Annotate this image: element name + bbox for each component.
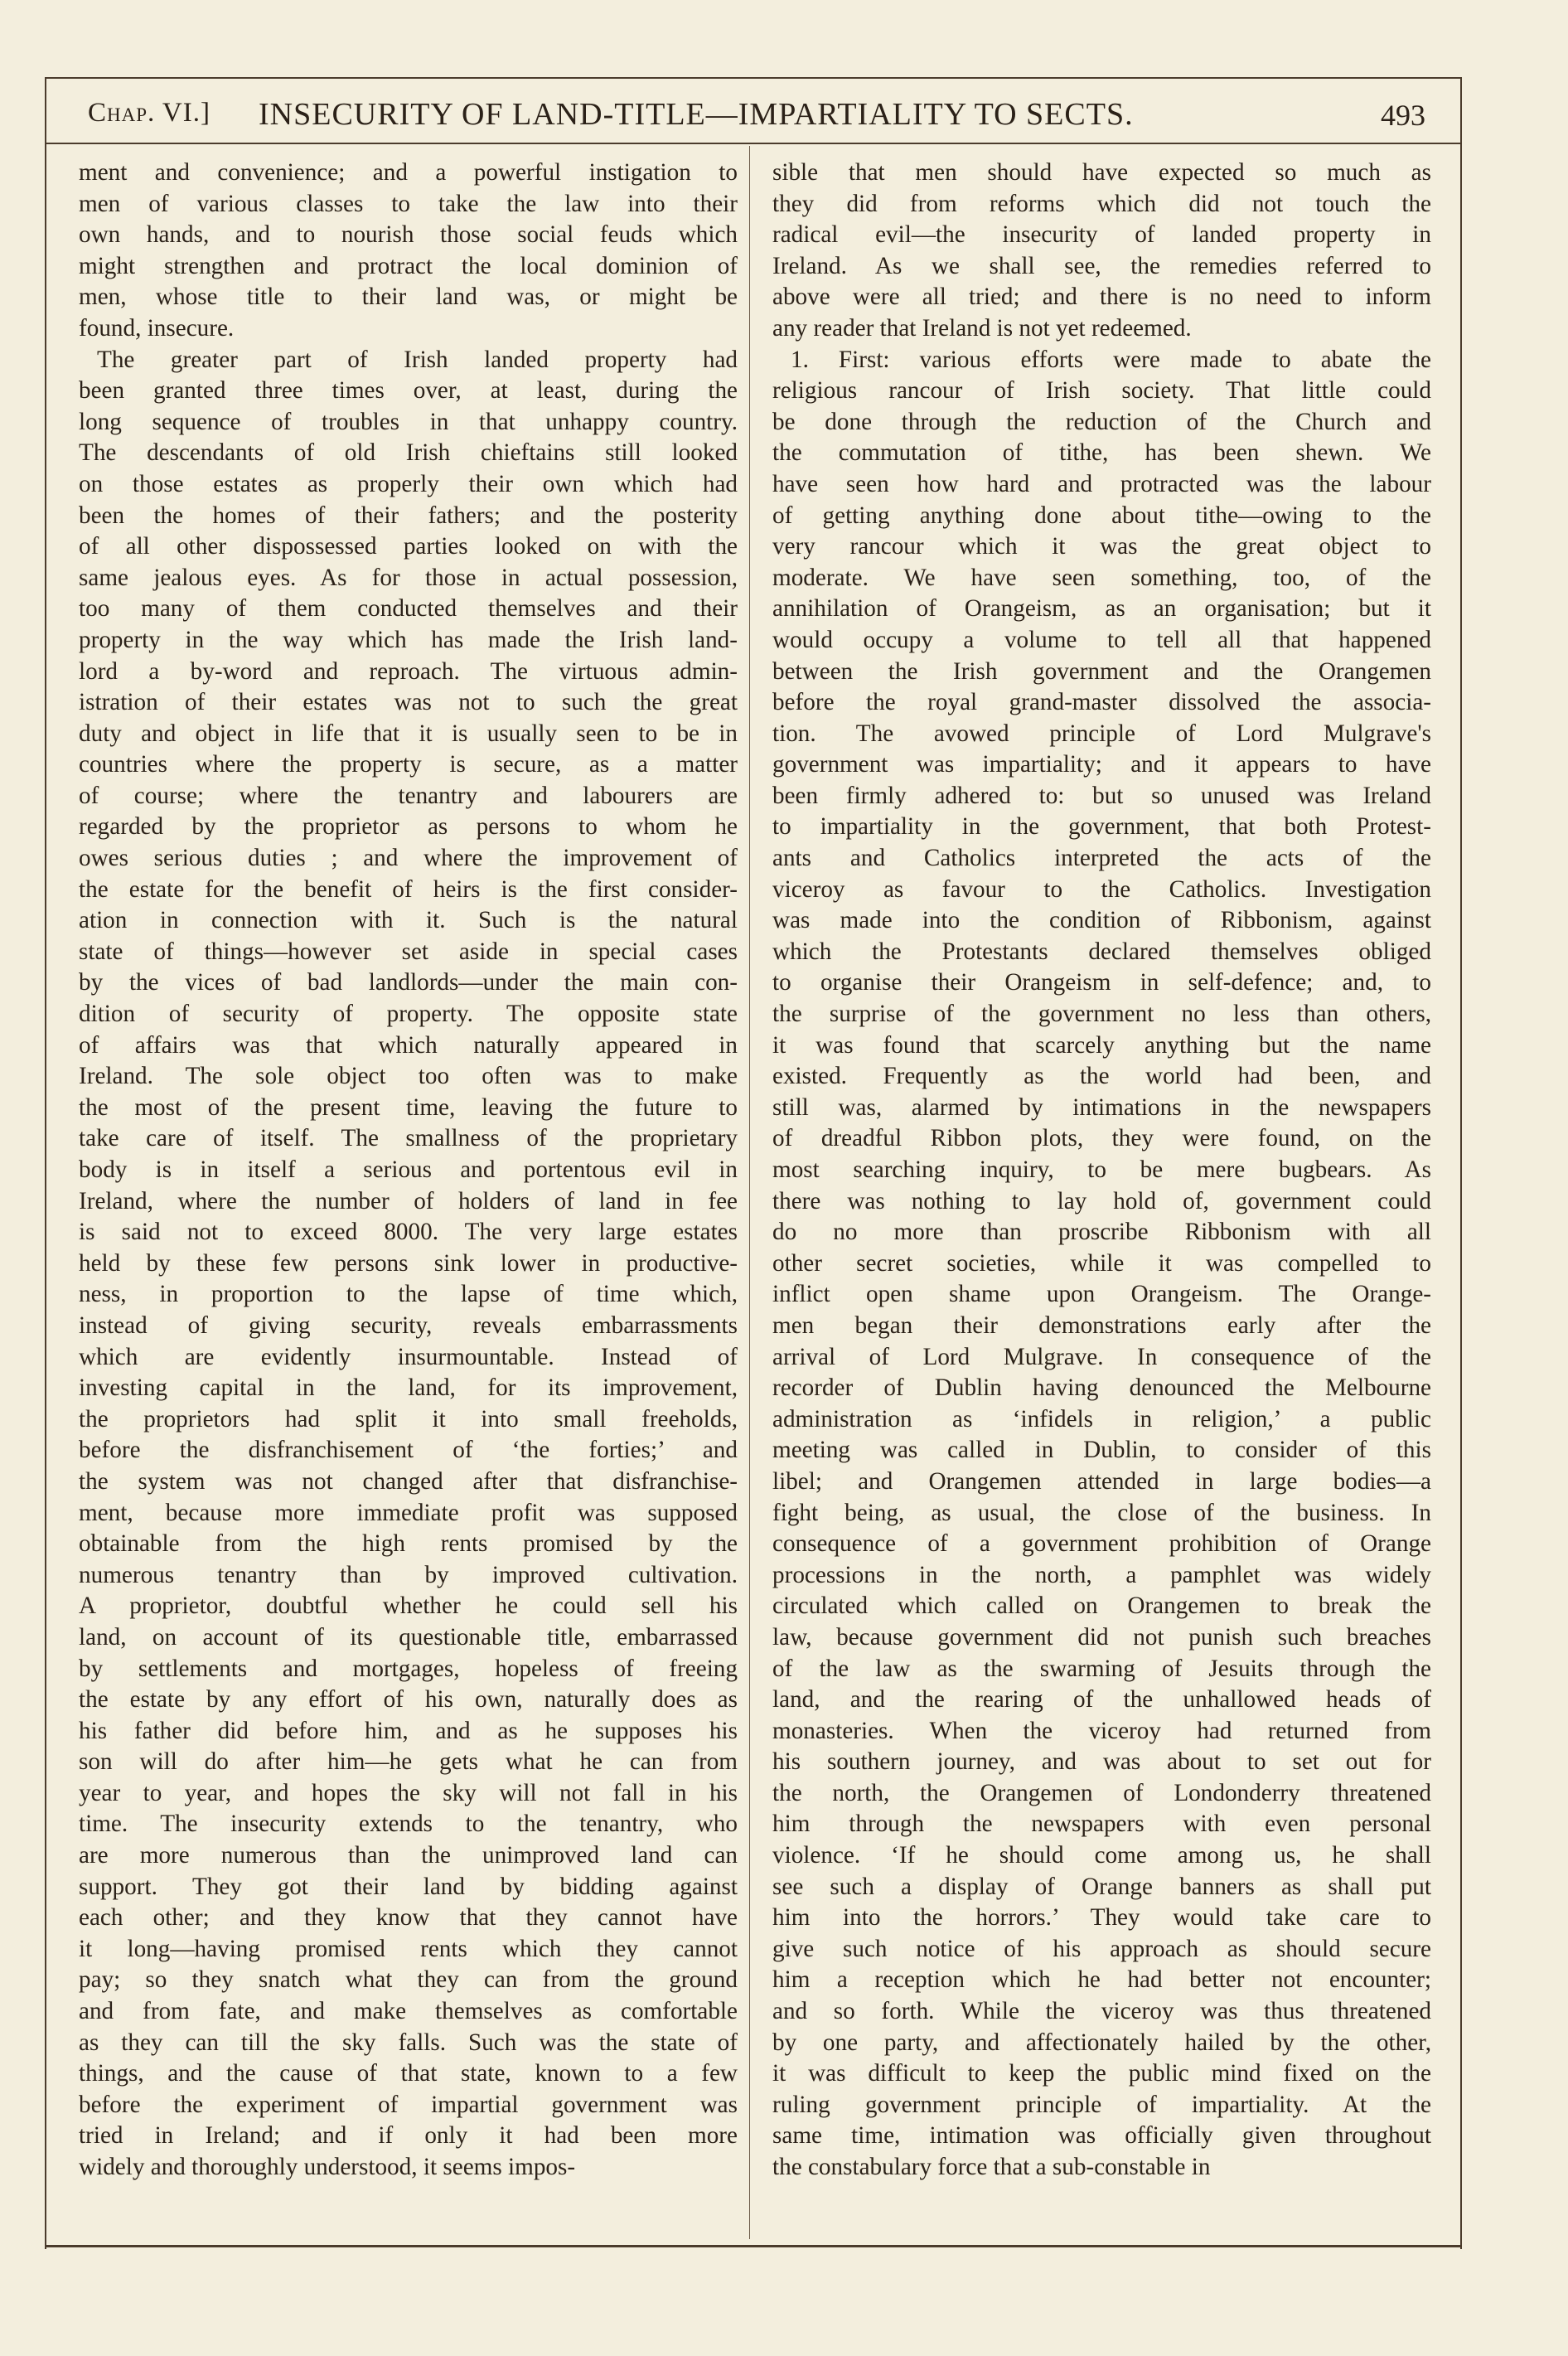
running-title: INSECURITY OF LAND-TITLE—IMPARTIALITY TO SECTS. xyxy=(259,97,1134,132)
text-line: law, because government did not punish such breaches xyxy=(772,1623,1431,1651)
text-line: same jealous eyes. As for those in actual possession, xyxy=(79,564,738,591)
text-line: 1. First: various efforts were made to abate the xyxy=(791,346,1431,373)
text-line: on those estates as properly their own which had xyxy=(79,470,738,497)
text-line: istration of their estates was not to such the great xyxy=(79,689,738,716)
text-line: to impartiality in the government, that both Protest- xyxy=(772,813,1431,841)
text-line: was made into the condition of Ribbonism, against xyxy=(772,907,1431,934)
text-line: men, whose title to their land was, or might be xyxy=(79,284,738,311)
header-rule xyxy=(45,143,1462,144)
running-header xyxy=(83,93,1425,139)
text-line: been granted three times over, at least, during the xyxy=(79,377,738,405)
text-line: state of things—however set aside in special cases xyxy=(79,938,738,965)
text-line: ness, in proportion to the lapse of time which, xyxy=(79,1281,738,1308)
text-line: the most of the present time, leaving the future to xyxy=(79,1093,738,1121)
text-line: same time, intimation was officially given throughout xyxy=(772,2122,1431,2150)
text-line: him a reception which he had better not encounter; xyxy=(772,1966,1431,1994)
text-line: him through the newspapers with even personal xyxy=(772,1811,1431,1838)
text-line: circulated which called on Orangemen to break the xyxy=(772,1592,1431,1620)
text-line: land, and the rearing of the unhallowed heads of xyxy=(772,1686,1431,1714)
text-line: libel; and Orangemen attended in large bodies—a xyxy=(772,1467,1431,1495)
text-line: viceroy as favour to the Catholics. Investigation xyxy=(772,875,1431,903)
text-line: too many of them conducted themselves and their xyxy=(79,595,738,623)
text-line: the estate for the benefit of heirs is the first consider- xyxy=(79,875,738,903)
text-line: countries where the property is secure, as a matter xyxy=(79,751,738,778)
text-line: take care of itself. The smallness of the proprietary xyxy=(79,1125,738,1152)
text-line: the surprise of the government no less than others, xyxy=(772,1001,1431,1028)
text-line: ation in connection with it. Such is the natural xyxy=(79,907,738,934)
text-line: most searching inquiry, to be mere bugbears. As xyxy=(772,1156,1431,1183)
chapter-label: Chap. VI.] xyxy=(88,98,211,128)
text-line: his father did before him, and as he supposes his xyxy=(79,1717,738,1744)
text-line: ruling government principle of impartiality. At the xyxy=(772,2091,1431,2118)
text-line: have seen how hard and protracted was the labour xyxy=(772,470,1431,497)
right-text-column xyxy=(772,158,1431,2184)
text-line: Ireland. The sole object too often was to make xyxy=(79,1063,738,1090)
text-line: held by these few persons sink lower in productive- xyxy=(79,1249,738,1277)
text-line: it long—having promised rents which they cannot xyxy=(79,1935,738,1962)
text-line: own hands, and to nourish those social feuds which xyxy=(79,221,738,249)
text-line: him into the horrors.’ They would take care to xyxy=(772,1904,1431,1932)
text-line: might strengthen and protract the local dominion of xyxy=(79,252,738,279)
text-line: of all other dispossessed parties looked on with the xyxy=(79,533,738,560)
text-line: the estate by any effort of his own, naturally does as xyxy=(79,1686,738,1714)
text-line: there was nothing to lay hold of, government could xyxy=(772,1187,1431,1214)
text-line: monasteries. When the viceroy had returned from xyxy=(772,1717,1431,1744)
right-border-rule xyxy=(1460,77,1462,2249)
text-line: between the Irish government and the Orangemen xyxy=(772,657,1431,685)
text-line: his southern journey, and was about to set out for xyxy=(772,1748,1431,1776)
text-line: of getting anything done about tithe—owing to the xyxy=(772,502,1431,529)
text-line: arrival of Lord Mulgrave. In consequence of the xyxy=(772,1343,1431,1370)
text-line: the system was not changed after that disfranchise- xyxy=(79,1467,738,1495)
text-line: which the Protestants declared themselves obliged xyxy=(772,938,1431,965)
text-line: before the experiment of impartial government was xyxy=(79,2091,738,2118)
text-line: dition of security of property. The opposite state xyxy=(79,1001,738,1028)
text-line: tried in Ireland; and if only it had been more xyxy=(79,2122,738,2150)
text-line: found, insecure. xyxy=(79,314,235,342)
text-line: the constabulary force that a sub-constable in xyxy=(772,2154,1211,2180)
text-line: of affairs was that which naturally appeared in xyxy=(79,1031,738,1059)
text-line: A proprietor, doubtful whether he could sell his xyxy=(79,1592,738,1620)
text-line: tion. The avowed principle of Lord Mulgrave's xyxy=(772,720,1431,747)
text-line: see such a display of Orange banners as shall put xyxy=(772,1873,1431,1900)
text-line: each other; and they know that they cannot have xyxy=(79,1904,738,1932)
bottom-border-rule xyxy=(45,2245,1462,2247)
text-line: ment, because more immediate profit was supposed xyxy=(79,1499,738,1526)
text-line: the north, the Orangemen of Londonderry threatened xyxy=(772,1779,1431,1806)
text-line: government was impartiality; and it appears to have xyxy=(772,751,1431,778)
text-line: Ireland, where the number of holders of land in fee xyxy=(79,1187,738,1214)
text-line: meeting was called in Dublin, to consider of this xyxy=(772,1437,1431,1464)
text-line: sible that men should have expected so much as xyxy=(772,159,1431,186)
text-line: time. The insecurity extends to the tenantry, who xyxy=(79,1811,738,1838)
text-line: obtainable from the high rents promised by the xyxy=(79,1530,738,1558)
text-line: before the royal grand-master dissolved the associa- xyxy=(772,689,1431,716)
text-line: year to year, and hopes the sky will not fall in his xyxy=(79,1779,738,1806)
text-line: inflict open shame upon Orangeism. The Orange- xyxy=(772,1281,1431,1308)
page-number: 493 xyxy=(1381,99,1425,132)
text-line: which are evidently insurmountable. Instead of xyxy=(79,1343,738,1370)
text-line: as they can till the sky falls. Such was the state of xyxy=(79,2029,738,2056)
text-line: Ireland. As we shall see, the remedies referred to xyxy=(772,252,1431,279)
text-line: very rancour which it was the great object to xyxy=(772,533,1431,560)
text-line: of the law as the swarming of Jesuits through the xyxy=(772,1655,1431,1682)
text-line: it was difficult to keep the public mind fixed on the xyxy=(772,2060,1431,2087)
text-line: pay; so they snatch what they can from the ground xyxy=(79,1966,738,1994)
left-border-rule xyxy=(45,77,46,2249)
left-text-column xyxy=(79,158,738,2184)
text-line: consequence of a government prohibition of Orange xyxy=(772,1530,1431,1558)
text-line: support. They got their land by bidding against xyxy=(79,1873,738,1900)
text-line: to organise their Orangeism in self-defence; and, to xyxy=(772,969,1431,996)
text-line: and from fate, and make themselves as comfortable xyxy=(79,1998,738,2025)
text-line: The greater part of Irish landed property had xyxy=(97,346,738,373)
text-line: any reader that Ireland is not yet redeemed. xyxy=(772,314,1192,342)
text-line: it was found that scarcely anything but the name xyxy=(772,1031,1431,1059)
text-line: processions in the north, a pamphlet was widely xyxy=(772,1561,1431,1588)
text-line: land, on account of its questionable title, embarrassed xyxy=(79,1623,738,1651)
text-line: things, and the cause of that state, known to a few xyxy=(79,2060,738,2087)
text-line: body is in itself a serious and portentous evil in xyxy=(79,1156,738,1183)
text-line: annihilation of Orangeism, as an organisation; but it xyxy=(772,595,1431,623)
text-line: religious rancour of Irish society. That little could xyxy=(772,377,1431,405)
text-line: ants and Catholics interpreted the acts of the xyxy=(772,845,1431,872)
top-border-rule xyxy=(45,77,1462,79)
text-line: the proprietors had split it into small freeholds, xyxy=(79,1405,738,1433)
text-line: radical evil—the insecurity of landed property in xyxy=(772,221,1431,249)
text-line: by the vices of bad landlords—under the main con- xyxy=(79,969,738,996)
text-line: son will do after him—he gets what he can from xyxy=(79,1748,738,1776)
text-line: by one party, and affectionately hailed by the other, xyxy=(772,2029,1431,2056)
text-line: recorder of Dublin having denounced the Melbourne xyxy=(772,1374,1431,1402)
text-line: existed. Frequently as the world had been, and xyxy=(772,1063,1431,1090)
text-line: before the disfranchisement of ‘the forties;’ and xyxy=(79,1437,738,1464)
text-line: violence. ‘If he should come among us, he shall xyxy=(772,1842,1431,1869)
text-line: The descendants of old Irish chieftains still looked xyxy=(79,439,738,467)
text-line: and so forth. While the viceroy was thus threatened xyxy=(772,1998,1431,2025)
text-line: administration as ‘infidels in religion,’ a public xyxy=(772,1405,1431,1433)
text-line: numerous tenantry than by improved cultivation. xyxy=(79,1561,738,1588)
text-line: of course; where the tenantry and labourers are xyxy=(79,782,738,809)
text-line: other secret societies, while it was compelled to xyxy=(772,1249,1431,1277)
text-line: fight being, as usual, the close of the business. In xyxy=(772,1499,1431,1526)
column-divider xyxy=(749,146,750,2239)
text-line: regarded by the proprietor as persons to whom he xyxy=(79,813,738,841)
text-line: property in the way which has made the Irish land- xyxy=(79,626,738,653)
text-line: investing capital in the land, for its improvement, xyxy=(79,1374,738,1402)
text-line: men began their demonstrations early after the xyxy=(772,1311,1431,1339)
text-line: long sequence of troubles in that unhappy country. xyxy=(79,408,738,435)
text-line: still was, alarmed by intimations in the newspapers xyxy=(772,1093,1431,1121)
text-line: men of various classes to take the law into their xyxy=(79,190,738,217)
text-line: lord a by-word and reproach. The virtuous admin- xyxy=(79,657,738,685)
text-line: are more numerous than the unimproved land can xyxy=(79,1842,738,1869)
text-line: moderate. We have seen something, too, of the xyxy=(772,564,1431,591)
text-line: been the homes of their fathers; and the posterity xyxy=(79,502,738,529)
text-line: owes serious duties ; and where the improvement of xyxy=(79,845,738,872)
text-line: they did from reforms which did not touch the xyxy=(772,190,1431,217)
text-line: widely and thoroughly understood, it seems impos- xyxy=(79,2154,576,2180)
text-line: instead of giving security, reveals embarrassments xyxy=(79,1311,738,1339)
text-line: of dreadful Ribbon plots, they were found, on the xyxy=(772,1125,1431,1152)
text-line: the commutation of tithe, has been shewn. We xyxy=(772,439,1431,467)
text-line: is said not to exceed 8000. The very large estates xyxy=(79,1219,738,1246)
text-line: duty and object in life that it is usually seen to be in xyxy=(79,720,738,747)
text-line: would occupy a volume to tell all that happened xyxy=(772,626,1431,653)
text-line: do no more than proscribe Ribbonism with all xyxy=(772,1219,1431,1246)
text-line: by settlements and mortgages, hopeless of freeing xyxy=(79,1655,738,1682)
text-line: give such notice of his approach as should secure xyxy=(772,1935,1431,1962)
text-line: been firmly adhered to: but so unused was Ireland xyxy=(772,782,1431,809)
text-line: be done through the reduction of the Church and xyxy=(772,408,1431,435)
text-line: ment and convenience; and a powerful instigation to xyxy=(79,159,738,186)
text-line: above were all tried; and there is no need to inform xyxy=(772,284,1431,311)
